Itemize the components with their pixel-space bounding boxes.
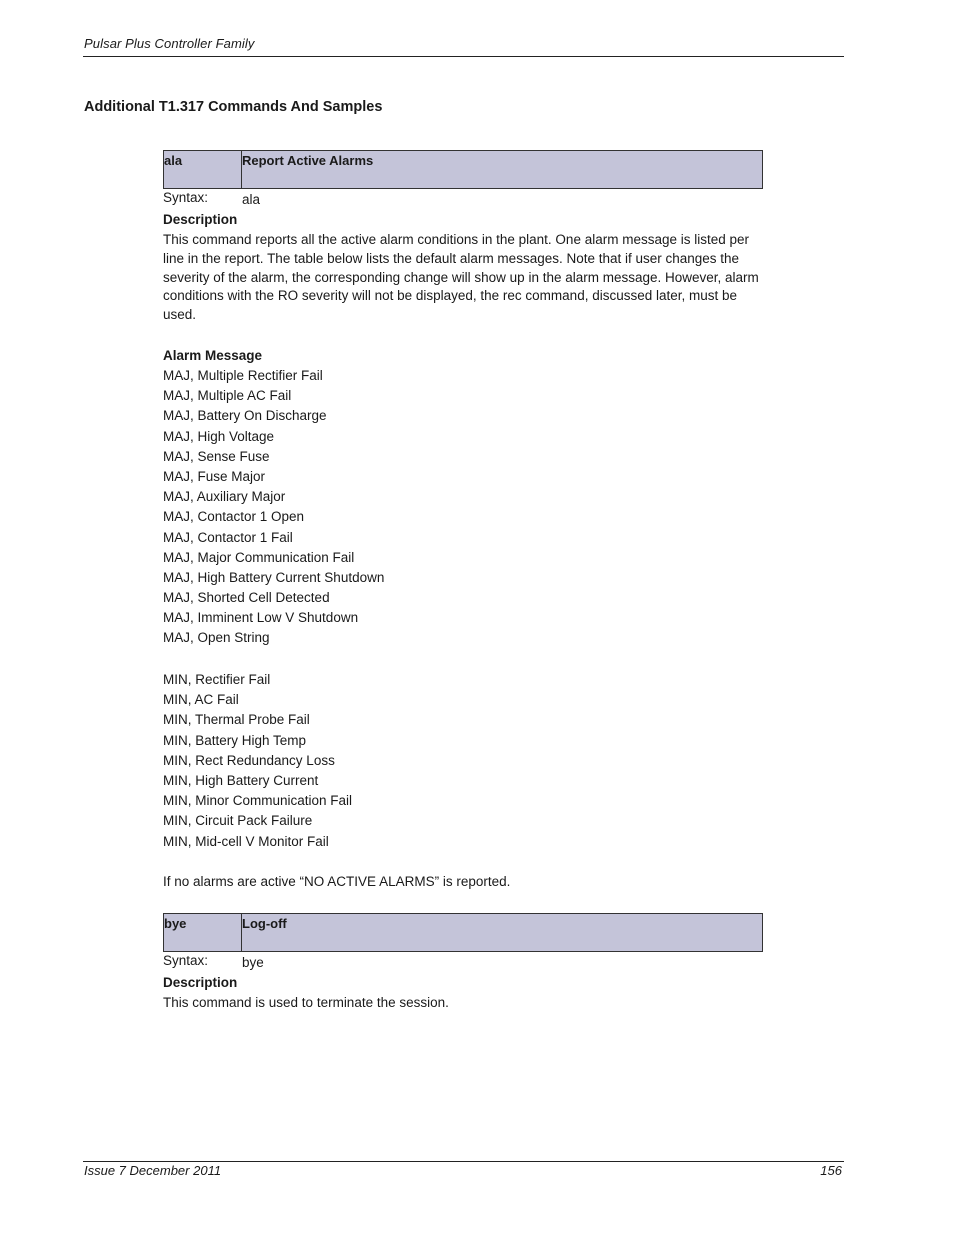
description-text: This command reports all the active alarm conditions in the plant. One alarm message is listed per line in the report. The table below lists the default alarm messages. Note that if user changes the severity of the alarm, the corresponding change will show up in the alarm message. However, alarm conditions with the RO severity will not be displayed, the rec command, discussed later, must be used. bbox=[163, 232, 759, 323]
command-title: Log-off bbox=[242, 916, 287, 931]
command-box-bye bbox=[163, 913, 763, 952]
list-item: MAJ, Contactor 1 Open bbox=[163, 509, 305, 525]
list-item: MAJ, Major Communication Fail bbox=[163, 549, 355, 565]
list-item: MIN, Battery High Temp bbox=[163, 732, 307, 748]
list-item: MAJ, Multiple Rectifier Fail bbox=[163, 368, 323, 383]
description-text: This command is used to terminate the session. bbox=[163, 995, 449, 1010]
syntax-value: bye bbox=[242, 955, 264, 970]
minor-alarm-list bbox=[163, 670, 352, 852]
list-item: MIN, Circuit Pack Failure bbox=[163, 813, 313, 829]
list-item: MIN, Minor Communication Fail bbox=[163, 793, 353, 809]
command-title: Report Active Alarms bbox=[242, 153, 374, 168]
no-alarms-note: If no alarms are active “NO ACTIVE ALARMS” is reported. bbox=[163, 874, 511, 889]
list-item: MAJ, Contactor 1 Fail bbox=[163, 529, 293, 545]
list-item: MAJ, High Voltage bbox=[163, 428, 275, 444]
list-item: MIN, High Battery Current bbox=[163, 772, 319, 788]
list-item: MAJ, Fuse Major bbox=[163, 468, 266, 484]
list-item: MAJ, Shorted Cell Detected bbox=[163, 590, 330, 606]
list-item: MIN, Rect Redundancy Loss bbox=[163, 752, 335, 768]
running-header: Pulsar Plus Controller Family bbox=[84, 36, 255, 51]
command-name: ala bbox=[164, 153, 183, 168]
list-item: MIN, AC Fail bbox=[163, 692, 239, 708]
description-heading: Description bbox=[163, 212, 238, 227]
list-item: MAJ, High Battery Current Shutdown bbox=[163, 569, 385, 585]
syntax-label: Syntax: bbox=[163, 190, 209, 205]
section-heading: Additional T1.317 Commands And Samples bbox=[84, 99, 383, 115]
list-item: MAJ, Multiple AC Fail bbox=[163, 388, 292, 404]
command-name: bye bbox=[164, 916, 187, 931]
command-box-ala bbox=[163, 150, 763, 189]
syntax-value: ala bbox=[242, 192, 261, 207]
list-item: MIN, Thermal Probe Fail bbox=[163, 712, 310, 728]
syntax-label: Syntax: bbox=[163, 953, 209, 968]
list-item: MAJ, Auxiliary Major bbox=[163, 489, 286, 505]
list-item: MIN, Rectifier Fail bbox=[163, 672, 271, 687]
list-item: MAJ, Imminent Low V Shutdown bbox=[163, 610, 359, 626]
list-item: MAJ, Sense Fuse bbox=[163, 448, 270, 464]
list-item: MAJ, Open String bbox=[163, 630, 270, 646]
alarm-message-heading: Alarm Message bbox=[163, 348, 263, 363]
major-alarm-list bbox=[163, 366, 384, 649]
footer-issue: Issue 7 December 2011 bbox=[84, 1163, 222, 1178]
list-item: MAJ, Battery On Discharge bbox=[163, 408, 327, 424]
list-item: MIN, Mid-cell V Monitor Fail bbox=[163, 833, 329, 849]
description-heading: Description bbox=[163, 975, 238, 990]
page-number: 156 bbox=[820, 1163, 842, 1178]
header-rule bbox=[83, 56, 844, 57]
footer-rule bbox=[83, 1161, 844, 1162]
